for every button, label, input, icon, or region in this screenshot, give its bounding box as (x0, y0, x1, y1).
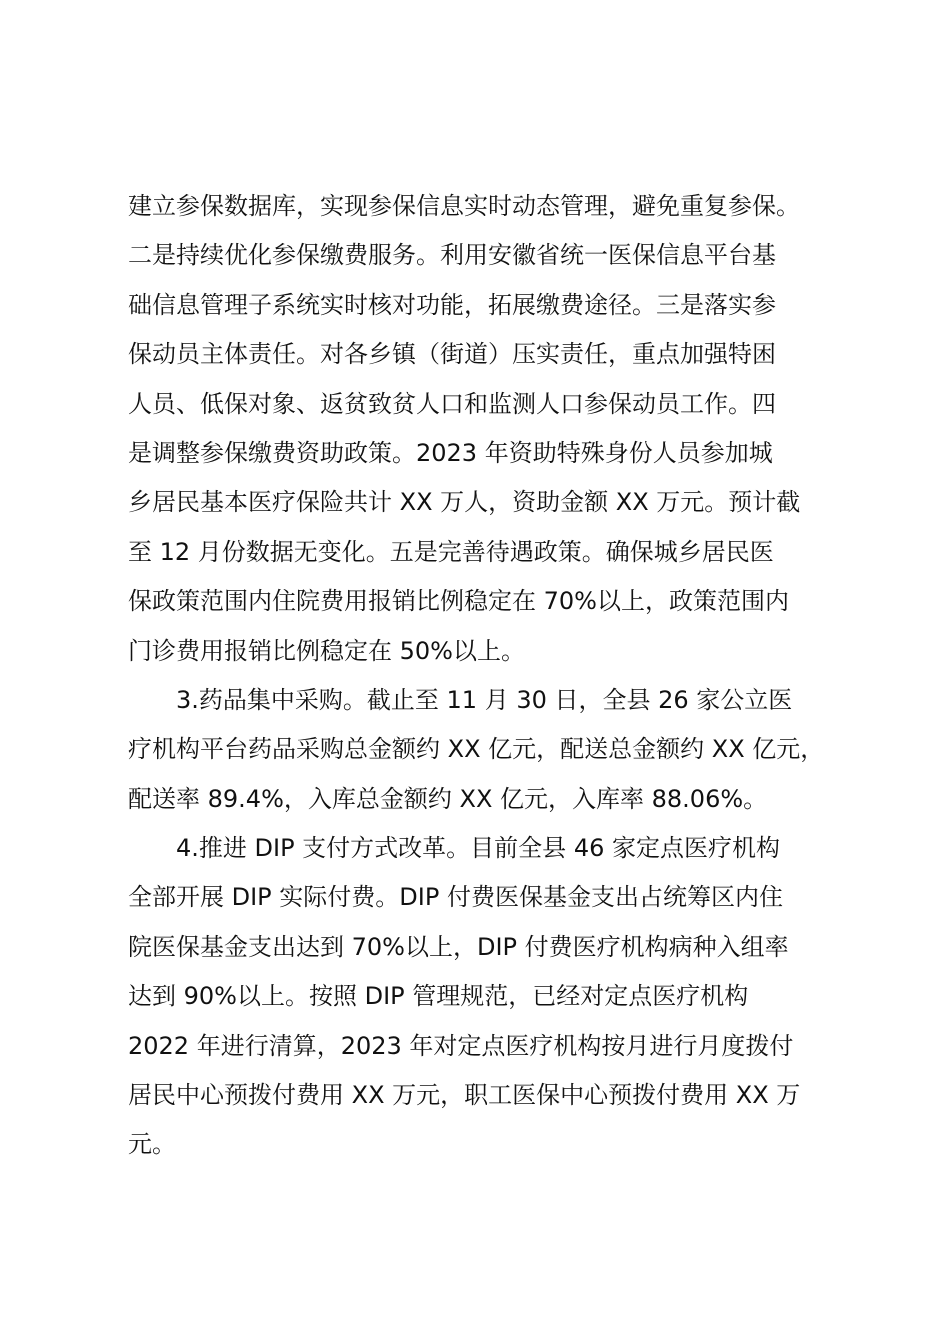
text-line: 全部开展 DIP 实际付费。DIP 付费医保基金支出占统筹区内住 (128, 883, 783, 912)
text-line: 门诊费用报销比例稳定在 50%以上。 (128, 636, 525, 665)
text-line: 达到 90%以上。按照 DIP 管理规范，已经对定点医疗机构 (128, 982, 749, 1011)
text-line: 保动员主体责任。对各乡镇（街道）压实责任，重点加强特困 (128, 340, 776, 369)
text-line: 疗机构平台药品采购总金额约 XX 亿元，配送总金额约 XX 亿元， (128, 735, 825, 764)
text-line: 院医保基金支出达到 70%以上，DIP 付费医疗机构病种入组率 (128, 932, 789, 961)
text-line: 至 12 月份数据无变化。五是完善待遇政策。确保城乡居民医 (128, 537, 774, 566)
text-line: 居民中心预拨付费用 XX 万元，职工医保中心预拨付费用 XX 万 (128, 1081, 801, 1110)
text-line: 二是持续优化参保缴费服务。利用安徽省统一医保信息平台基 (128, 241, 776, 270)
text-line: 配送率 89.4%，入库总金额约 XX 亿元，入库率 88.06%。 (128, 784, 768, 813)
text-line: 础信息管理子系统实时核对功能，拓展缴费途径。三是落实参 (128, 290, 776, 319)
document-body (128, 182, 848, 1170)
text-line: 元。 (128, 1130, 176, 1159)
text-line: 是调整参保缴费资助政策。2023 年资助特殊身份人员参加城 (128, 438, 773, 467)
text-line: 保政策范围内住院费用报销比例稳定在 70%以上，政策范围内 (128, 587, 789, 616)
text-line: 乡居民基本医疗保险共计 XX 万人，资助金额 XX 万元。预计截 (128, 488, 801, 517)
text-line: 建立参保数据库，实现参保信息实时动态管理，避免重复参保。 (128, 192, 800, 220)
paragraph-3-first-line: 3.药品集中采购。截止至 11 月 30 日，全县 26 家公立医 (176, 685, 793, 714)
paragraph-4-first-line: 4.推进 DIP 支付方式改革。目前全县 46 家定点医疗机构 (176, 834, 780, 863)
text-line: 2022 年进行清算，2023 年对定点医疗机构按月进行月度拨付 (128, 1031, 794, 1060)
text-line: 人员、低保对象、返贫致贫人口和监测人口参保动员工作。四 (128, 389, 776, 418)
